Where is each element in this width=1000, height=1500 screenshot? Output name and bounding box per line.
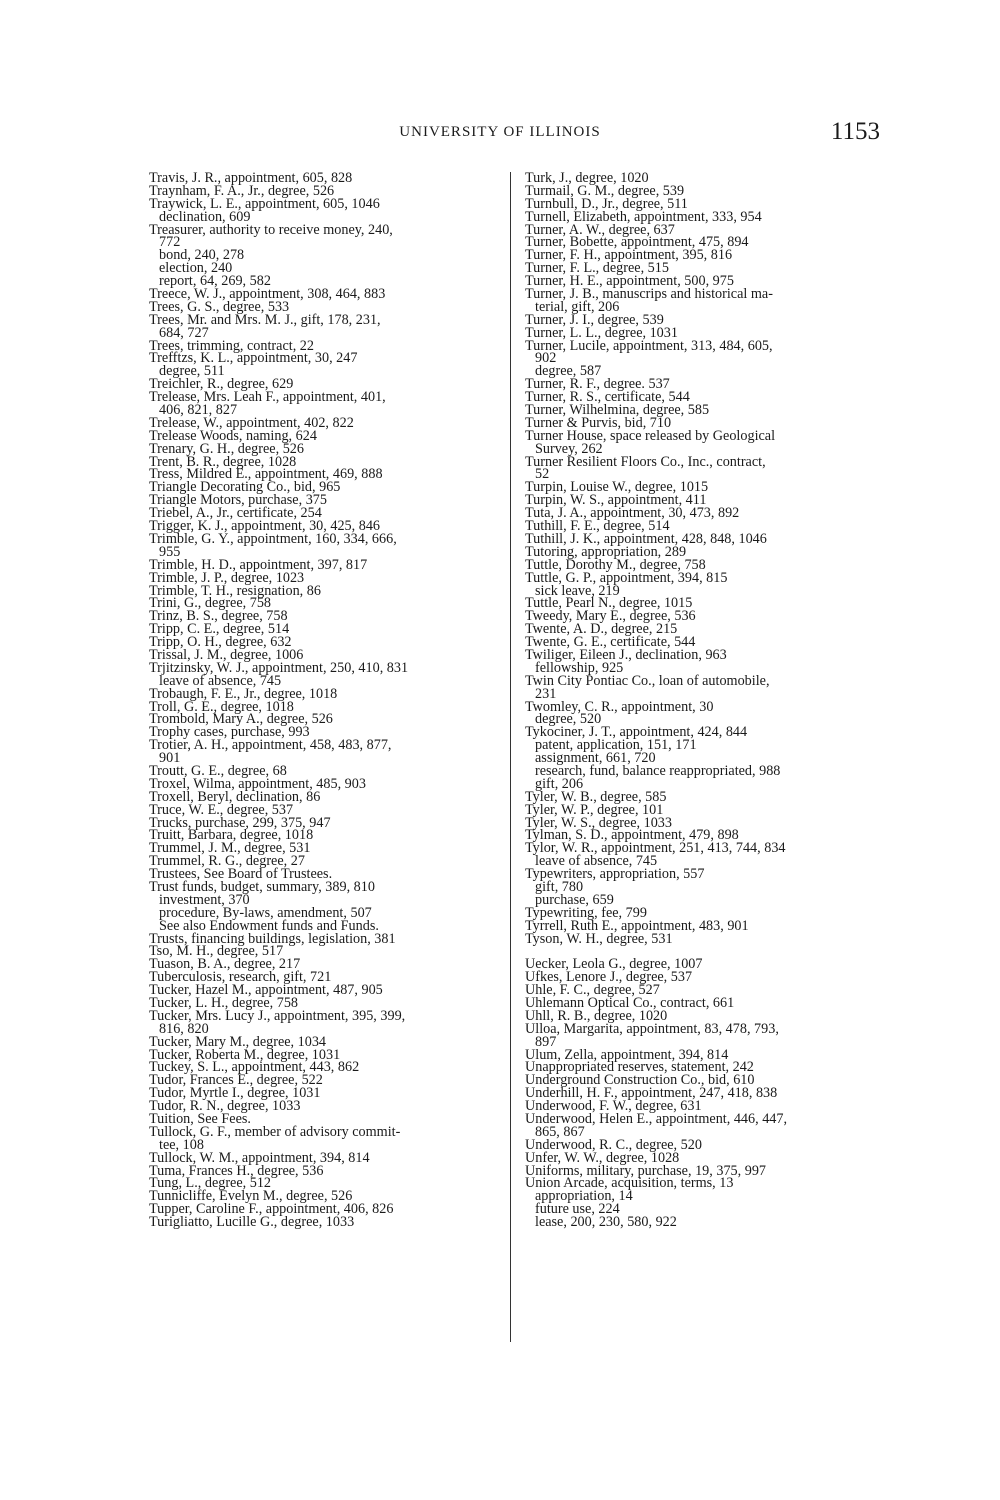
index-entry: Trinz, B. S., degree, 758 bbox=[149, 608, 288, 625]
index-entry: Tso, M. H., degree, 517 bbox=[149, 943, 284, 960]
index-entry: Tucker, L. H., degree, 758 bbox=[149, 995, 299, 1011]
index-entry: Trjitzinsky, W. J., appointment, 250, 410, 831 bbox=[149, 659, 409, 676]
index-entry: Tress, Mildred E., appointment, 469, 888 bbox=[149, 466, 383, 483]
index-entry: Tucker, Mrs. Lucy J., appointment, 395, 399, bbox=[149, 1007, 406, 1024]
index-entry: Tuason, B. A., degree, 217 bbox=[149, 956, 301, 973]
index-entry: Turner, R. S., certificate, 544 bbox=[525, 389, 690, 406]
index-entry: Tylor, W. R., appointment, 251, 413, 744, 834 bbox=[525, 840, 786, 857]
index-entry: Union Arcade, acquisition, terms, 13 bbox=[525, 1175, 734, 1192]
index-continuation: tee, 108 bbox=[159, 1136, 204, 1153]
index-entry: Tuma, Frances H., degree, 536 bbox=[149, 1162, 324, 1179]
index-entry: Traywick, L. E., appointment, 605, 1046 bbox=[149, 195, 380, 212]
index-entry: Trummel, J. M., degree, 531 bbox=[149, 840, 311, 857]
index-subentry: gift, 780 bbox=[535, 878, 584, 895]
index-entry: Turpin, Louise W., degree, 1015 bbox=[525, 479, 709, 496]
running-title: UNIVERSITY OF ILLINOIS bbox=[399, 124, 601, 140]
index-continuation: 684, 727 bbox=[159, 324, 209, 341]
index-entry: Turigliatto, Lucille G., degree, 1033 bbox=[149, 1214, 355, 1231]
index-entry: Underwood, R. C., degree, 520 bbox=[525, 1136, 702, 1153]
index-entry: Turner, J. B., manuscrips and historical ma- bbox=[525, 286, 773, 303]
index-entry: Trefftzs, K. L., appointment, 30, 247 bbox=[149, 350, 358, 367]
index-subentry: degree, 587 bbox=[535, 363, 602, 380]
index-entry: Typewriting, fee, 799 bbox=[525, 904, 647, 921]
index-entry: Tuttle, Dorothy M., degree, 758 bbox=[525, 556, 706, 573]
index-entry: Turpin, W. S., appointment, 411 bbox=[525, 492, 707, 509]
index-entry: Turner, J. I., degree, 539 bbox=[525, 311, 664, 328]
index-subentry: leave of absence, 745 bbox=[535, 853, 658, 870]
index-subentry: report, 64, 269, 582 bbox=[159, 273, 271, 290]
index-entry: Twomley, C. R., appointment, 30 bbox=[525, 698, 714, 715]
index-subentry: degree, 520 bbox=[535, 711, 602, 728]
index-entry: Trini, G., degree, 758 bbox=[149, 595, 272, 612]
index-entry: Turner, H. E., appointment, 500, 975 bbox=[525, 273, 734, 290]
index-entry: Treece, W. J., appointment, 308, 464, 883 bbox=[149, 286, 386, 303]
index-continuation: 772 bbox=[159, 234, 181, 251]
index-entry: Tucker, Mary M., degree, 1034 bbox=[149, 1033, 327, 1050]
index-entry: Typewriters, appropriation, 557 bbox=[525, 866, 705, 883]
index-entry: Tyrrell, Ruth E., appointment, 483, 901 bbox=[525, 917, 749, 934]
index-entry: Trelease, W., appointment, 402, 822 bbox=[149, 414, 354, 431]
index-entry: Tutoring, appropriation, 289 bbox=[525, 543, 687, 560]
index-entry: Ufkes, Lenore J., degree, 537 bbox=[525, 969, 693, 986]
index-entry: Troxell, Beryl, declination, 86 bbox=[149, 788, 321, 805]
index-continuation: Survey, 262 bbox=[535, 440, 603, 457]
index-entry: Tudor, R. N., degree, 1033 bbox=[149, 1098, 301, 1115]
index-column-right bbox=[525, 172, 881, 1229]
index-entry: Turner, Wilhelmina, degree, 585 bbox=[525, 402, 710, 419]
index-entry: Triangle Motors, purchase, 375 bbox=[149, 492, 327, 509]
index-entry: Turner, R. F., degree. 537 bbox=[525, 376, 670, 393]
index-subentry: leave of absence, 745 bbox=[159, 672, 282, 689]
index-entry: Travis, J. R., appointment, 605, 828 bbox=[149, 170, 353, 186]
index-entry: Tucker, Hazel M., appointment, 487, 905 bbox=[149, 982, 383, 999]
index-entry: Trissal, J. M., degree, 1006 bbox=[149, 646, 304, 663]
index-entry: Turner, Bobette, appointment, 475, 894 bbox=[525, 234, 749, 251]
index-entry: Triangle Decorating Co., bid, 965 bbox=[149, 479, 341, 496]
column-divider bbox=[510, 172, 511, 1342]
index-entry: Twin City Pontiac Co., loan of automobile, bbox=[525, 672, 770, 689]
index-entry: Underwood, Helen E., appointment, 446, 447, bbox=[525, 1111, 788, 1128]
page-header bbox=[150, 118, 880, 154]
index-entry: Trent, B. R., degree, 1028 bbox=[149, 453, 297, 470]
index-entry: Tullock, G. F., member of advisory commit- bbox=[149, 1123, 401, 1140]
index-entry: Trimble, J. P., degree, 1023 bbox=[149, 569, 305, 586]
index-subentry: degree, 511 bbox=[159, 363, 225, 380]
index-entry: Twiliger, Eileen J., declination, 963 bbox=[525, 646, 727, 663]
index-entry: Tupper, Caroline F., appointment, 406, 826 bbox=[149, 1201, 394, 1218]
index-entry: Tyson, W. H., degree, 531 bbox=[525, 930, 673, 947]
index-continuation: 231 bbox=[535, 685, 557, 702]
index-entry: Twente, A. D., degree, 215 bbox=[525, 621, 678, 638]
index-entry: Treasurer, authority to receive money, 240, bbox=[149, 221, 393, 238]
index-subentry: future use, 224 bbox=[535, 1201, 620, 1218]
index-entry: Trees, trimming, contract, 22 bbox=[149, 337, 314, 354]
index-entry: Trombold, Mary A., degree, 526 bbox=[149, 711, 333, 728]
index-entry: Underwood, F. W., degree, 631 bbox=[525, 1098, 702, 1115]
index-subentry: gift, 206 bbox=[535, 775, 584, 792]
index-column-left bbox=[149, 172, 505, 1229]
index-entry: Tuthill, F. E., degree, 514 bbox=[525, 518, 670, 535]
index-subentry: investment, 370 bbox=[159, 891, 250, 908]
index-subentry: declination, 609 bbox=[159, 208, 251, 225]
index-continuation: 816, 820 bbox=[159, 1020, 209, 1037]
index-continuation: 902 bbox=[535, 350, 557, 367]
index-entry: Tuta, J. A., appointment, 30, 473, 892 bbox=[525, 505, 740, 522]
index-entry: Turnbull, D., Jr., degree, 511 bbox=[525, 195, 688, 212]
index-entry: Uhle, F. C., degree, 527 bbox=[525, 982, 660, 999]
index-entry: Underhill, H. F., appointment, 247, 418, 838 bbox=[525, 1085, 778, 1102]
index-entry: Trustees, See Board of Trustees. bbox=[149, 866, 333, 883]
index-entry: Trophy cases, purchase, 993 bbox=[149, 724, 310, 741]
index-entry: Tweedy, Mary E., degree, 536 bbox=[525, 608, 696, 625]
index-entry: Tykociner, J. T., appointment, 424, 844 bbox=[525, 724, 748, 741]
index-entry: Trobaugh, F. E., Jr., degree, 1018 bbox=[149, 685, 338, 702]
index-subentry: See also Endowment funds and Funds. bbox=[159, 917, 379, 934]
index-entry: Tung, L., degree, 512 bbox=[149, 1175, 272, 1192]
index-entry: Twente, G. E., certificate, 544 bbox=[525, 634, 696, 651]
index-entry: Tudor, Frances E., degree, 522 bbox=[149, 1072, 323, 1089]
index-entry: Traynham, F. A., Jr., degree, 526 bbox=[149, 182, 335, 199]
index-entry: Trusts, financing buildings, legislation, 381 bbox=[149, 930, 396, 947]
index-entry: Trimble, G. Y., appointment, 160, 334, 666, bbox=[149, 530, 397, 547]
index-entry: Trees, G. S., degree, 533 bbox=[149, 298, 290, 315]
index-subentry: fellowship, 925 bbox=[535, 659, 624, 676]
index-entry: Treichler, R., degree, 629 bbox=[149, 376, 294, 393]
index-entry: Troll, G. E., degree, 1018 bbox=[149, 698, 294, 715]
index-entry: Tuition, See Fees. bbox=[149, 1111, 251, 1128]
index-entry: Turner & Purvis, bid, 710 bbox=[525, 414, 672, 431]
index-entry: Tucker, Roberta M., degree, 1031 bbox=[149, 1046, 341, 1063]
index-entry: Unappropriated reserves, statement, 242 bbox=[525, 1059, 754, 1076]
index-entry: Trigger, K. J., appointment, 30, 425, 846 bbox=[149, 518, 381, 535]
index-entry: Turner, A. W., degree, 637 bbox=[525, 221, 675, 238]
index-entry: Ulum, Zella, appointment, 394, 814 bbox=[525, 1046, 729, 1063]
index-subentry: appropriation, 14 bbox=[535, 1188, 633, 1205]
index-entry: Trust funds, budget, summary, 389, 810 bbox=[149, 878, 375, 895]
index-entry: Troxel, Wilma, appointment, 485, 903 bbox=[149, 775, 366, 792]
index-entry: Trees, Mr. and Mrs. M. J., gift, 178, 231, bbox=[149, 311, 381, 328]
index-continuation: 52 bbox=[535, 466, 550, 483]
index-subentry: lease, 200, 230, 580, 922 bbox=[535, 1214, 677, 1231]
index-entry: Turk, J., degree, 1020 bbox=[525, 170, 649, 186]
index-entry: Turner House, space released by Geological bbox=[525, 427, 776, 444]
index-entry: Trimble, T. H., resignation, 86 bbox=[149, 582, 321, 599]
index-entry: Trucks, purchase, 299, 375, 947 bbox=[149, 814, 331, 831]
index-entry: Tunnicliffe, Evelyn M., degree, 526 bbox=[149, 1188, 353, 1205]
index-entry: Uhlemann Optical Co., contract, 661 bbox=[525, 995, 735, 1011]
index-continuation: 897 bbox=[535, 1033, 557, 1050]
index-entry: Tyler, W. P., degree, 101 bbox=[525, 801, 664, 818]
index-entry: Turner, Lucile, appointment, 313, 484, 605, bbox=[525, 337, 773, 354]
index-entry: Uhll, R. B., degree, 1020 bbox=[525, 1007, 668, 1024]
index-entry: Tuttle, Pearl N., degree, 1015 bbox=[525, 595, 693, 612]
index-entry: Troutt, G. E., degree, 68 bbox=[149, 762, 287, 779]
index-continuation: 406, 821, 827 bbox=[159, 402, 238, 419]
index-entry: Trummel, R. G., degree, 27 bbox=[149, 853, 305, 870]
index-entry: Tuckey, S. L., appointment, 443, 862 bbox=[149, 1059, 360, 1076]
index-continuation: 955 bbox=[159, 543, 181, 560]
index-subentry: research, fund, balance reappropriated, 988 bbox=[535, 762, 781, 779]
index-entry: Trimble, H. D., appointment, 397, 817 bbox=[149, 556, 368, 573]
index-entry: Truce, W. E., degree, 537 bbox=[149, 801, 294, 818]
index-continuation: terial, gift, 206 bbox=[535, 298, 620, 315]
index-entry: Tuberculosis, research, gift, 721 bbox=[149, 969, 332, 986]
index-subentry: election, 240 bbox=[159, 260, 233, 277]
index-subentry: bond, 240, 278 bbox=[159, 247, 245, 264]
index-entry: Trotier, A. H., appointment, 458, 483, 877, bbox=[149, 737, 392, 754]
page-number: 1153 bbox=[830, 118, 880, 145]
index-entry: Tylman, S. D., appointment, 479, 898 bbox=[525, 827, 739, 844]
index-subentry: assignment, 661, 720 bbox=[535, 750, 656, 767]
index-entry: Underground Construction Co., bid, 610 bbox=[525, 1072, 755, 1089]
index-entry: Turner, F. H., appointment, 395, 816 bbox=[525, 247, 733, 264]
index-entry: Trenary, G. H., degree, 526 bbox=[149, 440, 304, 457]
index-entry: Uniforms, military, purchase, 19, 375, 997 bbox=[525, 1162, 767, 1179]
index-subentry: procedure, By-laws, amendment, 507 bbox=[159, 904, 372, 921]
index-entry: Truitt, Barbara, degree, 1018 bbox=[149, 827, 314, 844]
index-subentry: purchase, 659 bbox=[535, 891, 614, 908]
index-entry: Trelease, Mrs. Leah F., appointment, 401, bbox=[149, 389, 386, 406]
index-entry: Tullock, W. M., appointment, 394, 814 bbox=[149, 1149, 370, 1166]
index-continuation: 865, 867 bbox=[535, 1123, 585, 1140]
index-entry: Tuthill, J. K., appointment, 428, 848, 1046 bbox=[525, 530, 767, 547]
index-entry: Turner, F. L., degree, 515 bbox=[525, 260, 669, 277]
index-entry: Tripp, O. H., degree, 632 bbox=[149, 634, 292, 651]
index-entry: Ulloa, Margarita, appointment, 83, 478, 793, bbox=[525, 1020, 779, 1037]
index-entry: Turner Resilient Floors Co., Inc., contract, bbox=[525, 453, 766, 470]
index-entry: Turner, L. L., degree, 1031 bbox=[525, 324, 678, 341]
index-entry: Tudor, Myrtle I., degree, 1031 bbox=[149, 1085, 321, 1102]
index-entry: Uecker, Leola G., degree, 1007 bbox=[525, 956, 703, 973]
index-entry: Turnell, Elizabeth, appointment, 333, 954 bbox=[525, 208, 762, 225]
index-entry: Tripp, C. E., degree, 514 bbox=[149, 621, 290, 638]
index-entry: Tyler, W. S., degree, 1033 bbox=[525, 814, 672, 831]
index-entry: Triebel, A., Jr., certificate, 254 bbox=[149, 505, 322, 522]
index-entry: Unfer, W. W., degree, 1028 bbox=[525, 1149, 680, 1166]
index-subentry: sick leave, 219 bbox=[535, 582, 620, 599]
index-entry: Tyler, W. B., degree, 585 bbox=[525, 788, 667, 805]
index-continuation: 901 bbox=[159, 750, 181, 767]
index-entry: Tuttle, G. P., appointment, 394, 815 bbox=[525, 569, 728, 586]
index-entry: Turmail, G. M., degree, 539 bbox=[525, 182, 685, 199]
index-subentry: patent, application, 151, 171 bbox=[535, 737, 697, 754]
index-entry: Trelease Woods, naming, 624 bbox=[149, 427, 317, 444]
